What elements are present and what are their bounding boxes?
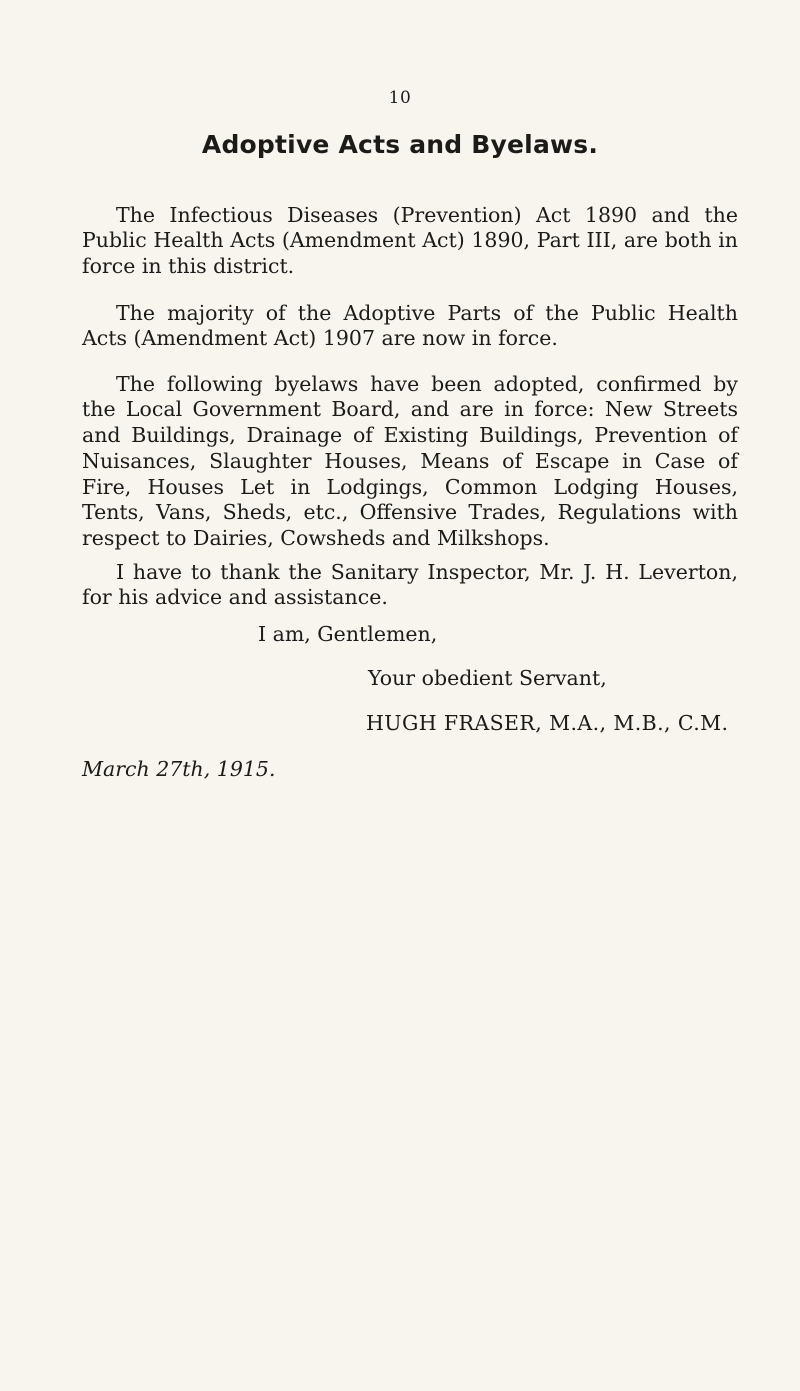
page-title: Adoptive Acts and Byelaws. [201,130,599,159]
paragraph-byelaws-adopted: The following byelaws have been adopted, confirmed by the Local Government Board, and are in force: New Streets and Buildings, Drainage of Existing Buildings, Prevention of Nuisances, Slaughter Houses, Means of Escape in Case of Fire, Houses Let in Lodgings, Common Lodging Houses, Tents, Vans, Sheds, etc., Offensive Trades, Regulations with respect to Dairies, Cowsheds and Milkshops. [82,371,738,551]
paragraph-thanks: I have to thank the Sanitary Inspector, Mr. J. H. Leverton, for his advice and assistance. [82,559,738,610]
letter-date: March 27th, 1915. [82,757,276,781]
paragraph-adoptive-parts: The majority of the Adoptive Parts of the Public Health Acts (Amendment Act) 1907 are now in force. [82,300,738,351]
page-number: 10 [388,88,412,108]
letter-closing: I am, Gentlemen, [258,622,438,646]
letter-valediction: Your obedient Servant, [368,666,607,690]
letter-signature: HUGH FRASER, M.A., M.B., C.M. [366,711,729,735]
paragraph-infectious-diseases-act: The Infectious Diseases (Prevention) Act 1890 and the Public Health Acts (Amendment Act) 1890, Part III, are both in force in this district. [82,202,738,279]
